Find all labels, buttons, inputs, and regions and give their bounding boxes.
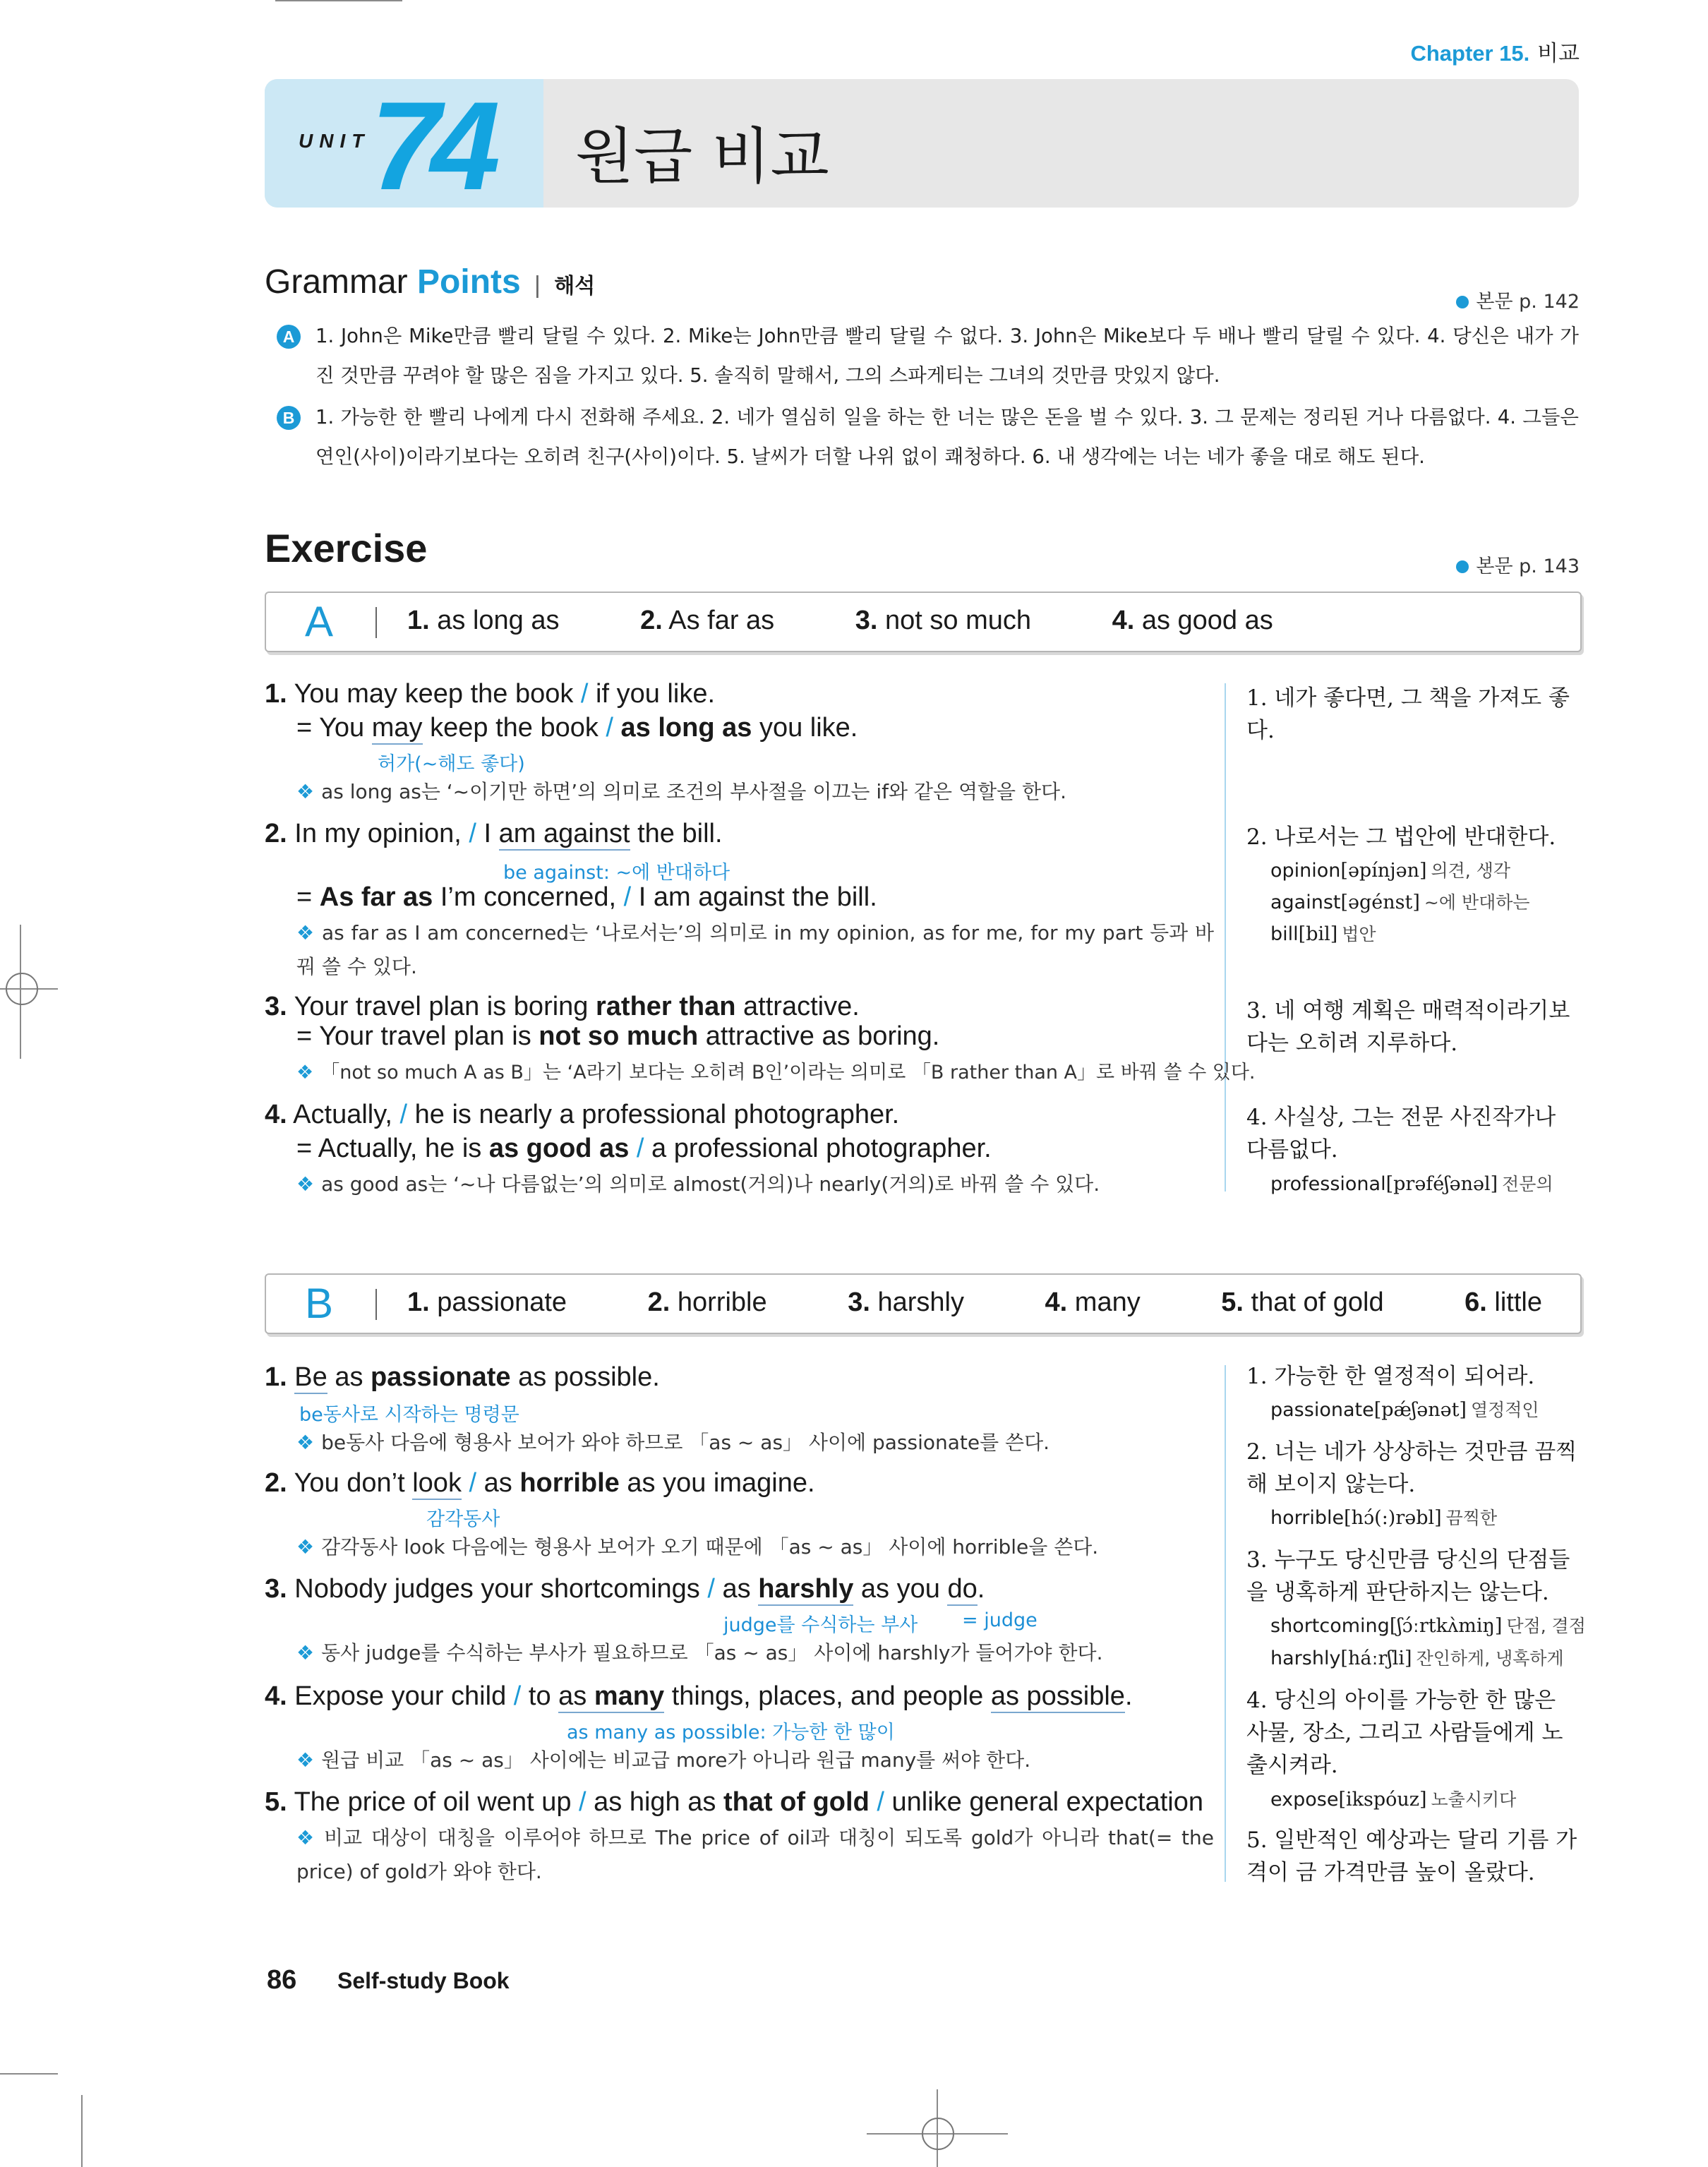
exercise-a-q3-tip: ❖ 「not so much A as B」는 ‘A라기 보다는 오히려 B인’이라는 의미로 「B rather than A」로 바꿔 쓸 수 있다. xyxy=(296,1062,1256,1084)
column-divider-a xyxy=(1225,683,1226,1191)
chapter-label: Chapter 15. xyxy=(1410,41,1530,66)
answer-item: 2. As far as xyxy=(640,606,775,635)
answer-item: 1. passionate xyxy=(407,1287,567,1317)
translation-b-5: 5. 일반적인 예상과는 달리 기름 가격이 금 가격만큼 높이 올랐다. xyxy=(1246,1827,1577,1885)
exercise-b-q4-line: 4. Expose your child / to as many things, places, and people as possible. xyxy=(265,1681,1133,1712)
column-divider-b xyxy=(1225,1365,1226,1882)
crop-mark-bottom-left-h xyxy=(0,2073,58,2075)
diamond-bullet-icon: ❖ xyxy=(296,780,315,803)
crop-mark-top xyxy=(275,0,402,1)
answer-item: 5. that of gold xyxy=(1221,1287,1384,1317)
exercise-b-q3-line: 3. Nobody judges your shortcomings / as harshly as you do. xyxy=(265,1574,985,1604)
exercise-b-q1-line: 1. Be as passionate as possible. xyxy=(265,1362,660,1393)
answer-item: 4. many xyxy=(1045,1287,1141,1317)
answer-item: 4. as good as xyxy=(1112,606,1273,635)
section-b-badge: B xyxy=(277,406,301,430)
divider xyxy=(375,1289,377,1320)
exercise-b-q2-tip: ❖ 감각동사 look 다음에는 형용사 보어가 오기 때문에 「as ~ as」 사이에 horrible을 쓴다. xyxy=(296,1535,1099,1559)
section-b-text: 1. 가능한 한 빨리 나에게 다시 전화해 주세요. 2. 네가 열심히 일을 하는 한 너는 많은 돈을 벌 수 있다. 3. 그 문제는 정리된 거나 다름없다. 4. 그들은 연인(사이)이라기보다는 오히려 친구(사이)이다. 5. 날씨가 더할 나위 없이 쾌청하다. 6. 내 생각에는 너는 네가 좋을 대로 해도 된다. xyxy=(315,406,1579,468)
unit-word: UNIT xyxy=(299,130,371,152)
grammar-subtitle: 해석 xyxy=(554,275,596,298)
grammar-section-b xyxy=(277,397,1579,476)
exercise-a-q1-line1: 1. You may keep the book / if you like. xyxy=(265,679,716,709)
annotation-note: = judge xyxy=(962,1609,1038,1631)
diamond-bullet-icon: ❖ xyxy=(296,1826,317,1849)
section-a-badge: A xyxy=(277,325,301,349)
page-number: 86 xyxy=(267,1965,297,1995)
unit-header xyxy=(265,79,1579,208)
vocab-item: opinion[əpínjən] 의견, 생각 xyxy=(1270,860,1510,882)
chapter-heading xyxy=(1410,35,1580,67)
answer-item: 3. harshly xyxy=(848,1287,964,1317)
diamond-bullet-icon: ❖ xyxy=(296,1641,315,1664)
exercise-a-q1-tip: ❖ as long as는 ‘~이기만 하면’의 의미로 조건의 부사절을 이끄는 if와 같은 역할을 한다. xyxy=(296,780,1066,803)
diamond-bullet-icon: ❖ xyxy=(296,921,315,944)
answer-list xyxy=(407,606,1347,636)
vocab-item: against[əgénst] ~에 반대하는 xyxy=(1270,892,1530,913)
grammar-points-title xyxy=(265,263,595,301)
exercise-a-q2-tip: ❖ as far as I am concerned는 ‘나로서는’의 의미로 in my opinion, as for me, for my part 등과 바꿔 쓸 수 있다. xyxy=(296,921,1214,978)
bullet-dot-icon xyxy=(1456,560,1469,573)
exercise-a-q4-line1: 4. Actually, / he is nearly a professional photographer. xyxy=(265,1100,900,1129)
exercise-b-q2-line: 2. You don’t look / as horrible as you imagine. xyxy=(265,1468,815,1499)
section-a-text: 1. John은 Mike만큼 빨리 달릴 수 있다. 2. Mike는 John만큼 빨리 달릴 수 없다. 3. John은 Mike보다 두 배나 빨리 달릴 수 있다. 4. 당신은 내가 가진 것만큼 꾸려야 할 많은 짐을 가지고 있다. 5. 솔직히 말해서, 그의 스파게티는 그녀의 것만큼 맛있지 않다. xyxy=(315,325,1579,387)
exercise-a-q3-line2: = Your travel plan is not so much attractive as boring. xyxy=(296,1021,940,1051)
grammar-title-sep: | xyxy=(534,272,541,299)
annotation-note: be동사로 시작하는 명령문 xyxy=(299,1404,519,1426)
exercise-a-q2-line2: = As far as I’m concerned, / I am against the bill. xyxy=(296,882,877,912)
translation-b-1: 1. 가능한 한 열정적이 되어라. xyxy=(1246,1364,1535,1389)
answer-box-a xyxy=(265,592,1582,652)
exercise-b-q5-line: 5. The price of oil went up / as high as that of gold / unlike general expectation xyxy=(265,1787,1204,1817)
vocab-item: shortcoming[ʃɔ́ːrtkʌ̀miŋ] 단점, 결점 xyxy=(1270,1615,1586,1637)
unit-badge xyxy=(265,79,543,208)
exercise-b-q4-tip: ❖ 원급 비교 「as ~ as」 사이에는 비교급 more가 아니라 원급 many를 써야 한다. xyxy=(296,1748,1031,1772)
annotation-note: 허가(~해도 좋다) xyxy=(378,753,525,775)
registration-mark-left xyxy=(6,973,38,1005)
translation-a-1: 1. 네가 좋다면, 그 책을 가져도 좋다. xyxy=(1246,685,1570,743)
answer-item: 1. as long as xyxy=(407,606,560,635)
exercise-a-q4-line2: = Actually, he is as good as / a professional photographer. xyxy=(296,1134,992,1163)
diamond-bullet-icon: ❖ xyxy=(296,1062,314,1084)
unit-number: 74 xyxy=(371,79,491,208)
answer-box-letter: A xyxy=(305,598,334,645)
vocab-item: bill[bil] 법안 xyxy=(1270,923,1376,945)
vocab-item: harshly[háːrʃli] 잔인하게, 냉혹하게 xyxy=(1270,1647,1564,1669)
exercise-title: Exercise xyxy=(265,526,428,570)
exercise-b-q1-tip: ❖ be동사 다음에 형용사 보어가 와야 하므로 「as ~ as」 사이에 passionate를 쓴다. xyxy=(296,1431,1050,1454)
bullet-dot-icon xyxy=(1456,296,1469,308)
annotation-note: judge를 수식하는 부사 xyxy=(723,1614,918,1636)
answer-box-b xyxy=(265,1273,1582,1334)
answer-item: 6. little xyxy=(1465,1287,1542,1317)
answer-box-letter: B xyxy=(305,1280,334,1327)
translation-b-4: 4. 당신의 아이를 가능한 한 많은 사물, 장소, 그리고 사람들에게 노출시켜라. xyxy=(1246,1688,1563,1778)
vocab-item: expose[ikspóuz] 노출시키다 xyxy=(1270,1789,1517,1811)
answer-list xyxy=(407,1287,1616,1318)
exercise-b-q3-tip: ❖ 동사 judge를 수식하는 부사가 필요하므로 「as ~ as」 사이에 harshly가 들어가야 한다. xyxy=(296,1641,1103,1664)
vocab-item: passionate[pǽʃənət] 열정적인 xyxy=(1270,1399,1539,1421)
exercise-a-q1-line2: = You may keep the book / as long as you like. xyxy=(296,713,858,743)
annotation-note: as many as possible: 가능한 한 많이 xyxy=(567,1722,895,1743)
answer-item: 2. horrible xyxy=(647,1287,767,1317)
annotation-note: be against: ~에 반대하다 xyxy=(503,862,730,884)
exercise-a-q4-tip: ❖ as good as는 ‘~나 다름없는’의 의미로 almost(거의)나 nearly(거의)로 바꿔 쓸 수 있다. xyxy=(296,1172,1100,1196)
exercise-a-q2-line1: 2. In my opinion, / I am against the bill. xyxy=(265,819,723,849)
translation-a-3: 3. 네 여행 계획은 매력적이라기보다는 오히려 지루하다. xyxy=(1246,998,1570,1056)
diamond-bullet-icon: ❖ xyxy=(296,1748,315,1772)
translation-b-2: 2. 너는 네가 상상하는 것만큼 끔찍해 보이지 않는다. xyxy=(1246,1439,1577,1497)
annotation-note: 감각동사 xyxy=(426,1508,500,1530)
translation-a-4: 4. 사실상, 그는 전문 사진작가나 다름없다. xyxy=(1246,1105,1556,1163)
vocab-item: professional[prəféʃənəl] 전문의 xyxy=(1270,1173,1553,1195)
exercise-a-q3-line1: 3. Your travel plan is boring rather than attractive. xyxy=(265,992,860,1021)
unit-title: 원급 비교 xyxy=(575,121,829,192)
divider xyxy=(375,607,377,638)
grammar-section-a xyxy=(277,316,1579,395)
translation-b-3: 3. 누구도 당신만큼 당신의 단점들을 냉혹하게 판단하지는 않는다. xyxy=(1246,1547,1570,1605)
vocab-item: horrible[hɔ́(:)rəbl] 끔찍한 xyxy=(1270,1507,1498,1529)
book-name: Self-study Book xyxy=(337,1968,510,1993)
exercise-page-ref: 본문 p. 143 xyxy=(1456,551,1580,578)
grammar-title-a: Grammar xyxy=(265,263,408,301)
grammar-title-b: Points xyxy=(417,263,521,301)
registration-mark-bottom xyxy=(922,2118,954,2150)
chapter-topic: 비교 xyxy=(1537,41,1580,66)
diamond-bullet-icon: ❖ xyxy=(296,1535,315,1559)
translation-a-2: 2. 나로서는 그 법안에 반대한다. xyxy=(1246,824,1556,850)
exercise-b-q5-tip: ❖ 비교 대상이 대칭을 이루어야 하므로 The price of oil과 대칭이 되도록 gold가 아니라 that(= the price) of gold가 와야 한다. xyxy=(296,1826,1214,1883)
answer-item: 3. not so much xyxy=(855,606,1032,635)
diamond-bullet-icon: ❖ xyxy=(296,1431,315,1454)
crop-mark-bottom-left-v xyxy=(81,2095,83,2167)
diamond-bullet-icon: ❖ xyxy=(296,1172,315,1196)
grammar-page-ref: 본문 p. 142 xyxy=(1456,286,1580,313)
